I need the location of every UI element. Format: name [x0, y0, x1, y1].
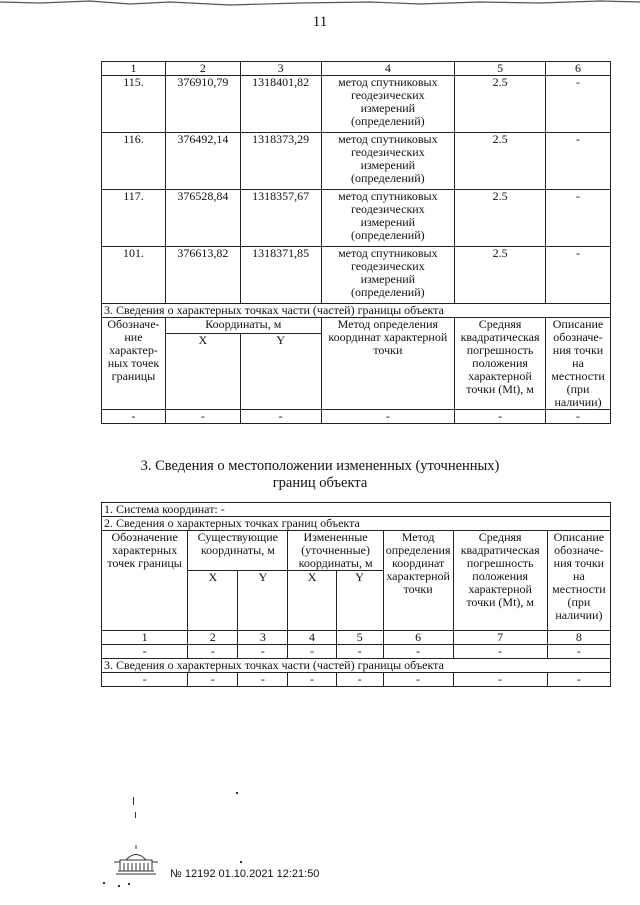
scan-edge-mark [0, 0, 640, 8]
cell: - [188, 673, 238, 687]
coord-x: 376492,14 [165, 133, 240, 190]
col-number: 1 [102, 631, 188, 645]
table-row [102, 76, 611, 133]
cell: - [453, 645, 547, 659]
table-row [102, 190, 611, 247]
col-number: 6 [546, 62, 611, 76]
col-number: 8 [547, 631, 610, 645]
header-x: X [165, 334, 240, 410]
cell: - [102, 673, 188, 687]
header-designation: Обозначе-ние характер-ных точек границы [102, 318, 166, 410]
section-row [102, 304, 611, 318]
cell: - [288, 645, 336, 659]
cell: - [240, 410, 321, 424]
cell: - [453, 673, 547, 687]
col-number: 5 [336, 631, 383, 645]
coord-system: 1. Система координат: - [102, 503, 611, 517]
description: - [546, 190, 611, 247]
cell: - [547, 645, 610, 659]
header-y-existing: Y [238, 571, 288, 631]
cell: - [546, 410, 611, 424]
header-accuracy: Средняя квадратическая погрешность положения характерной точки (Mt), м [453, 531, 547, 631]
accuracy: 2.5 [455, 76, 546, 133]
changed-boundaries-table [101, 502, 611, 687]
registration-number: № 12192 01.10.2021 12:21:50 [170, 868, 320, 880]
cell: - [165, 410, 240, 424]
cell: - [336, 673, 383, 687]
column-number-row [102, 631, 611, 645]
cell: - [455, 410, 546, 424]
accuracy: 2.5 [455, 247, 546, 304]
header-coords: Координаты, м [165, 318, 321, 334]
point-number: 117. [102, 190, 166, 247]
header-y: Y [240, 334, 321, 410]
coord-y: 1318373,29 [240, 133, 321, 190]
method: метод спутниковых геодезических измерений (определений) [321, 133, 455, 190]
col-number: 1 [102, 62, 166, 76]
scan-speck [128, 883, 130, 885]
cell: - [547, 673, 610, 687]
header-y-changed: Y [336, 571, 383, 631]
coord-y: 1318357,67 [240, 190, 321, 247]
header-row [102, 318, 611, 334]
section-heading-line2: границ объекта [272, 475, 368, 491]
col-number: 5 [455, 62, 546, 76]
header-designation: Обозначение характерных точек границы [102, 531, 188, 631]
header-existing-coords: Существующие координаты, м [188, 531, 288, 571]
table-row [102, 645, 611, 659]
col-number: 3 [238, 631, 288, 645]
method: метод спутниковых геодезических измерений (определений) [321, 190, 455, 247]
coord-y: 1318371,85 [240, 247, 321, 304]
col-number: 4 [321, 62, 455, 76]
cell: - [336, 645, 383, 659]
header-x-existing: X [188, 571, 238, 631]
col-number: 2 [188, 631, 238, 645]
coord-x: 376910,79 [165, 76, 240, 133]
scan-speck [240, 861, 242, 863]
description: - [546, 133, 611, 190]
cell: - [238, 673, 288, 687]
section-row [102, 503, 611, 517]
header-description: Описание обозначе-ния точки на местности (при наличии) [546, 318, 611, 410]
part-title: 3. Сведения о характерных точках части (частей) границы объекта [102, 659, 611, 673]
cell: - [188, 645, 238, 659]
description: - [546, 76, 611, 133]
section-row [102, 659, 611, 673]
points-title: 2. Сведения о характерных точках границ объекта [102, 517, 611, 531]
table-row [102, 133, 611, 190]
col-number: 7 [453, 631, 547, 645]
header-accuracy: Средняя квадратическая погрешность положения характерной точки (Mt), м [455, 318, 546, 410]
cell: - [102, 410, 166, 424]
col-number: 2 [165, 62, 240, 76]
table-row [102, 247, 611, 304]
cell: - [102, 645, 188, 659]
col-number: 6 [383, 631, 453, 645]
accuracy: 2.5 [455, 190, 546, 247]
cell: - [383, 673, 453, 687]
section-row [102, 517, 611, 531]
column-number-row [102, 62, 611, 76]
method: метод спутниковых геодезических измерений (определений) [321, 247, 455, 304]
point-number: 116. [102, 133, 166, 190]
cell: - [321, 410, 455, 424]
header-row [102, 531, 611, 571]
table-row [102, 410, 611, 424]
header-x-changed: X [288, 571, 336, 631]
scan-speck [135, 812, 136, 818]
scan-speck [103, 882, 105, 884]
page-number: 11 [312, 14, 328, 30]
point-number: 101. [102, 247, 166, 304]
coordinates-table-continued [101, 61, 611, 424]
header-changed-coords: Измененные (уточненные) координаты, м [288, 531, 383, 571]
coord-y: 1318401,82 [240, 76, 321, 133]
scan-speck [118, 885, 120, 887]
description: - [546, 247, 611, 304]
point-number: 115. [102, 76, 166, 133]
part-section-title: 3. Сведения о характерных точках части (частей) границы объекта [102, 304, 611, 318]
accuracy: 2.5 [455, 133, 546, 190]
header-method: Метод определения координат характерной точки [383, 531, 453, 631]
coord-x: 376613,82 [165, 247, 240, 304]
scan-speck [236, 792, 238, 794]
col-number: 4 [288, 631, 336, 645]
cell: - [238, 645, 288, 659]
building-stamp-icon [112, 843, 160, 877]
header-method: Метод определения координат характерной точки [321, 318, 455, 410]
section-heading-line1: 3. Сведения о местоположении измененных (уточненных) [140, 458, 500, 474]
cell: - [383, 645, 453, 659]
method: метод спутниковых геодезических измерений (определений) [321, 76, 455, 133]
coord-x: 376528,84 [165, 190, 240, 247]
col-number: 3 [240, 62, 321, 76]
table-row [102, 673, 611, 687]
scan-speck [133, 797, 134, 805]
cell: - [288, 673, 336, 687]
header-description: Описание обозначе-ния точки на местности (при наличии) [547, 531, 610, 631]
